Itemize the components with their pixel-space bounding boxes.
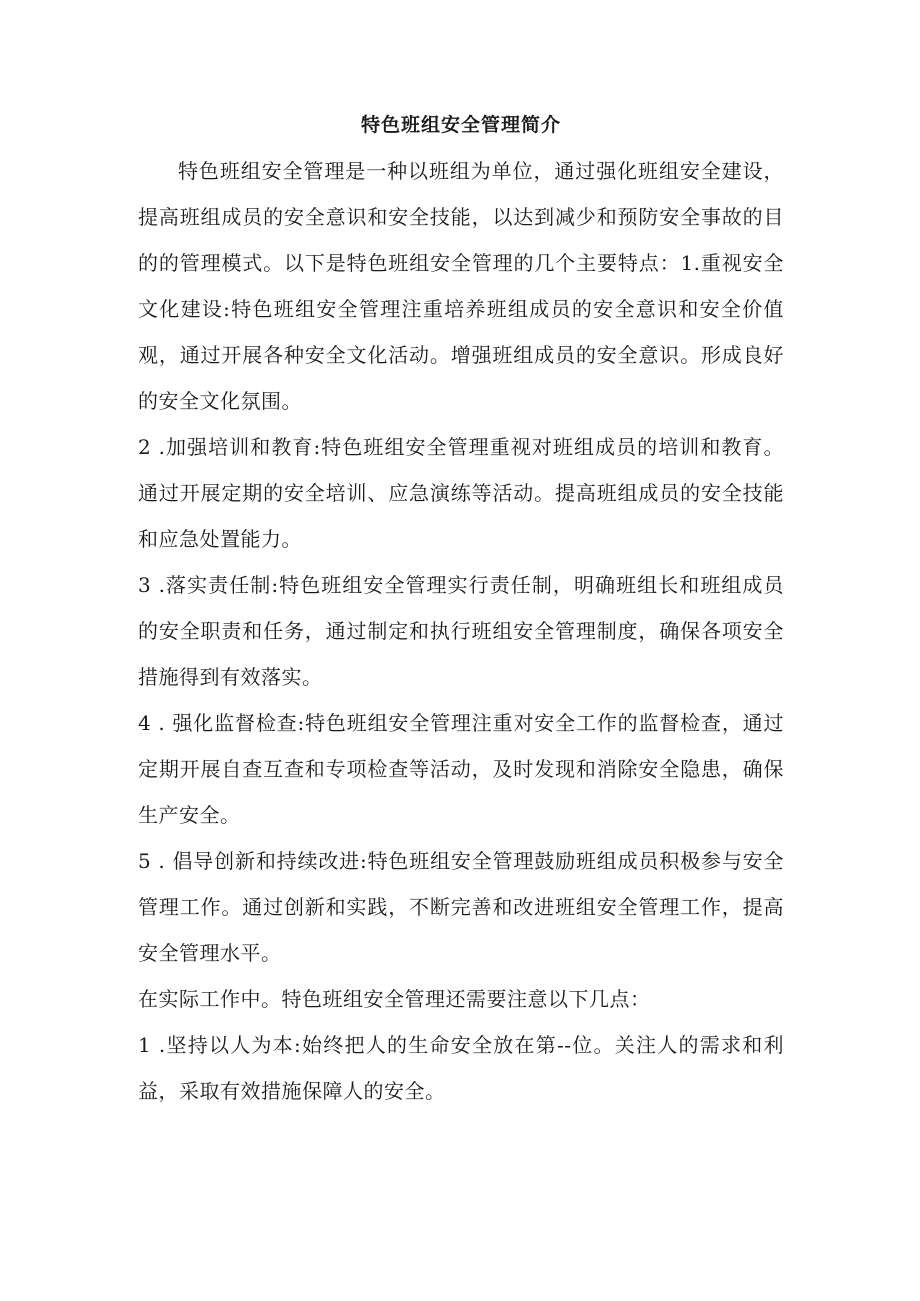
point-4-paragraph: 4 . 强化监督检查:特色班组安全管理注重对安全工作的监督检查，通过定期开展自查互查和专项检查等活动，及时发现和消除安全隐患，确保生产安全。 — [138, 711, 784, 827]
point-5-paragraph: 5 . 倡导创新和持续改进:特色班组安全管理鼓励班组成员积极参与安全管理工作。通过创新和实践，不断完善和改进班组安全管理工作，提高安全管理水平。 — [138, 849, 784, 965]
intro-paragraph: 特色班组安全管理是一种以班组为单位，通过强化班组安全建设，提高班组成员的安全意识和安全技能，以达到减少和预防安全事故的目的的管理模式。以下是特色班组安全管理的几个主要特点：1.重视安全文化建设:特色班组安全管理注重培养班组成员的安全意识和安全价值观，通过开展各种安全文化活动。增强班组成员的安全意识。形成良好的安全文化氛围。 — [138, 159, 784, 413]
point-2-paragraph: 2 .加强培训和教育:特色班组安全管理重视对班组成员的培训和教育。通过开展定期的安全培训、应急演练等活动。提高班组成员的安全技能和应急处置能力。 — [138, 435, 784, 551]
point-3-paragraph: 3 .落实责任制:特色班组安全管理实行责任制，明确班组长和班组成员的安全职责和任务，通过制定和执行班组安全管理制度，确保各项安全措施得到有效落实。 — [138, 573, 784, 689]
document-page — [138, 110, 784, 1114]
note-1-paragraph: 1 .坚持以人为本:始终把人的生命安全放在第--位。关注人的需求和利益，采取有效措施保障人的安全。 — [138, 1033, 784, 1103]
document-title: 特色班组安全管理简介 — [360, 114, 561, 136]
notes-intro-paragraph: 在实际工作中。特色班组安全管理还需要注意以下几点： — [138, 987, 651, 1011]
